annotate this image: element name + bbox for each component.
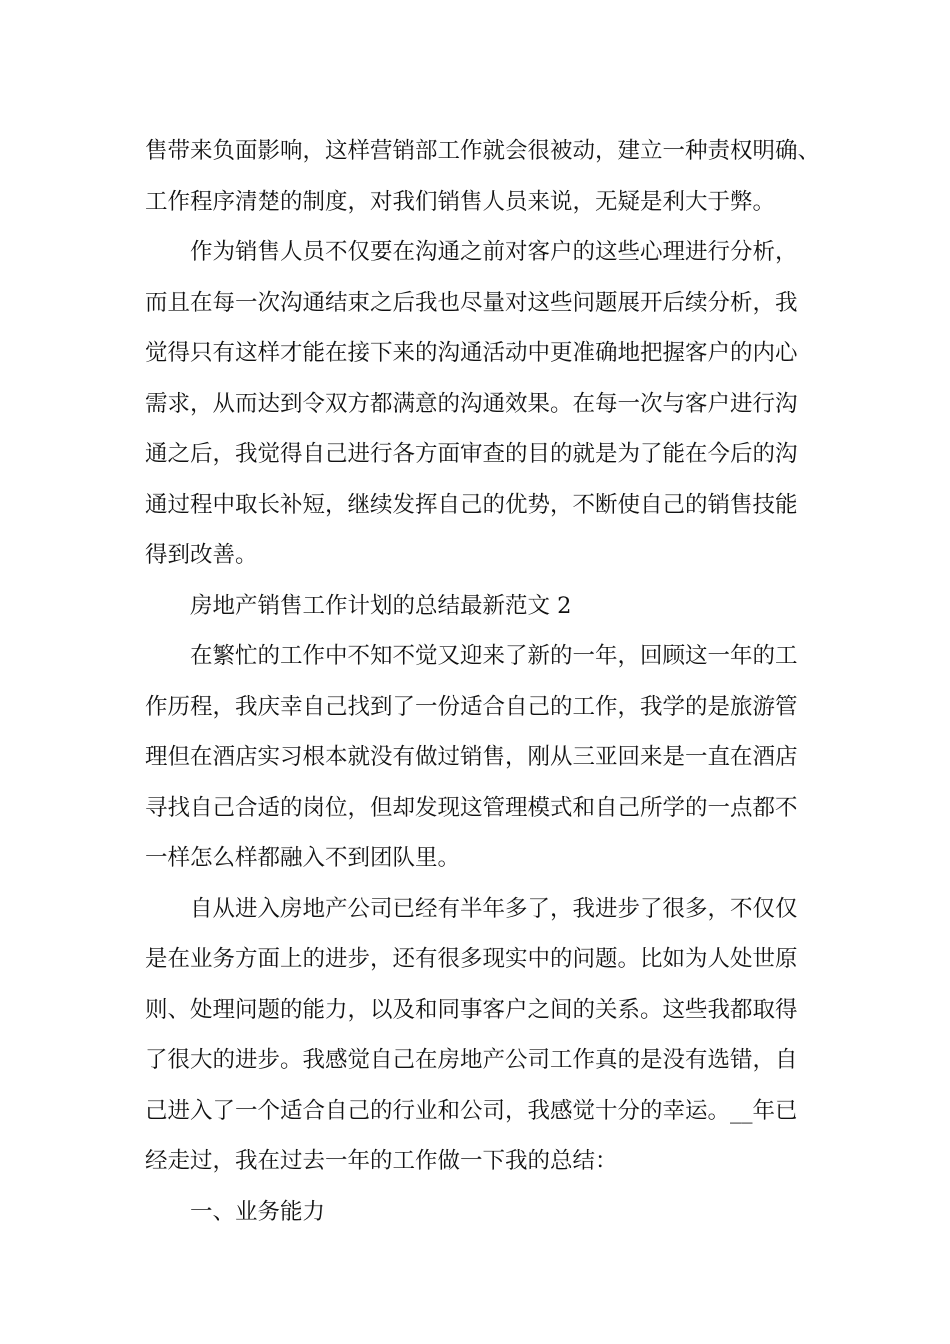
paragraph-line: 作为销售人员不仅要在沟通之前对客户的这些心理进行分析， <box>190 239 798 265</box>
paragraph-line: 作历程，我庆幸自己找到了一份适合自己的工作，我学的是旅游管 <box>145 693 798 720</box>
paragraph-line: 工作程序清楚的制度，对我们销售人员来说，无疑是利大于弊。 <box>145 188 776 215</box>
paragraph-line: 得到改善。 <box>145 542 258 568</box>
paragraph-line: 了很大的进步。我感觉自己在房地产公司工作真的是没有选错，自 <box>145 1047 798 1073</box>
paragraph-line: 是在业务方面上的进步，还有很多现实中的问题。比如为人处世原 <box>145 946 798 972</box>
paragraph-line: 自从进入房地产公司已经有半年多了，我进步了很多，不仅仅 <box>190 895 798 922</box>
paragraph-line: 而且在每一次沟通结束之后我也尽量对这些问题展开后续分析，我 <box>145 289 798 316</box>
paragraph-line: 觉得只有这样才能在接下来的沟通活动中更准确地把握客户的内心 <box>145 340 798 366</box>
section-title: 房地产销售工作计划的总结最新范文 2 <box>190 592 572 619</box>
paragraph-line: 需求，从而达到令双方都满意的沟通效果。在每一次与客户进行沟 <box>145 390 798 417</box>
paragraph-line: 经走过，我在过去一年的工作做一下我的总结： <box>145 1148 618 1174</box>
paragraph-line: 一样怎么样都融入不到团队里。 <box>145 845 461 871</box>
paragraph-line: 售带来负面影响，这样营销部工作就会很被动，建立一种责权明确、 <box>145 138 821 164</box>
paragraph-line: 己进入了一个适合自己的行业和公司，我感觉十分的幸运。__年已 <box>145 1097 798 1124</box>
paragraph-line: 在繁忙的工作中不知不觉又迎来了新的一年，回顾这一年的工 <box>190 643 798 669</box>
paragraph-line: 通之后，我觉得自己进行各方面审查的目的就是为了能在今后的沟 <box>145 441 798 467</box>
paragraph-line: 寻找自己合适的岗位，但却发现这管理模式和自己所学的一点都不 <box>145 794 798 821</box>
document-body <box>145 126 821 1237</box>
section-heading: 一、业务能力 <box>190 1198 326 1225</box>
paragraph-line: 通过程中取长补短，继续发挥自己的优势，不断使自己的销售技能 <box>145 491 798 518</box>
paragraph-line: 理但在酒店实习根本就没有做过销售，刚从三亚回来是一直在酒店 <box>145 744 798 770</box>
paragraph-line: 则、处理问题的能力，以及和同事客户之间的关系。这些我都取得 <box>145 996 798 1023</box>
